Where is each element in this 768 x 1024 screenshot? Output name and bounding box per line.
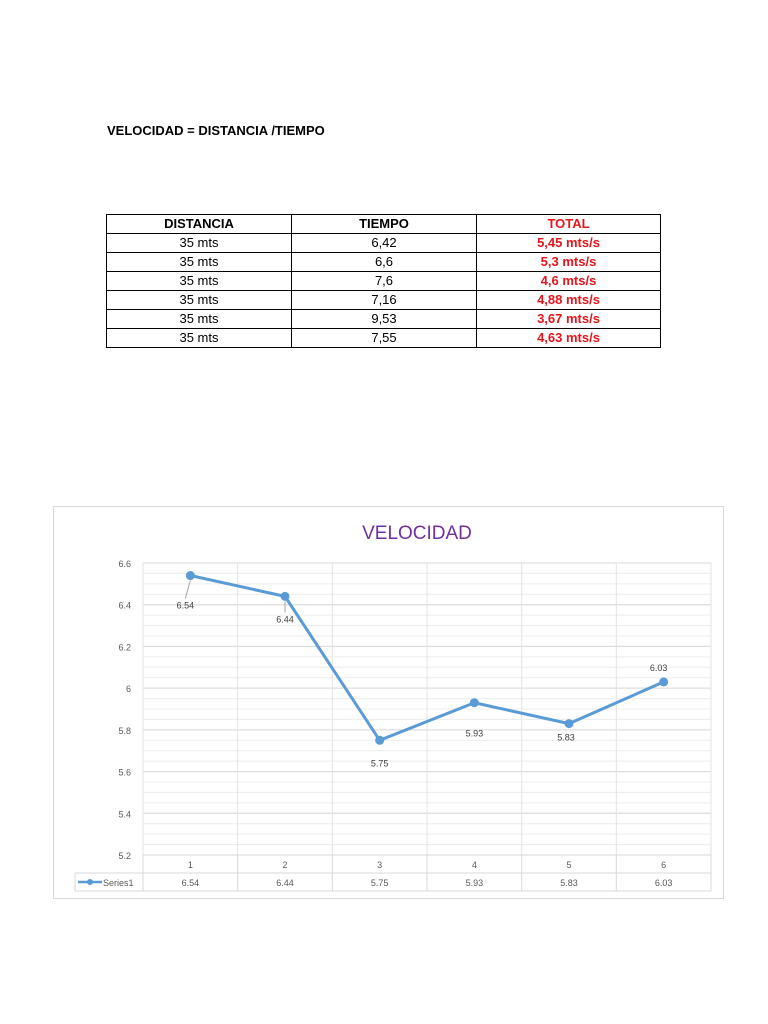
data-table — [106, 214, 661, 348]
data-label: 5.75 — [370, 758, 389, 769]
table-row — [107, 234, 661, 253]
data-label: 6.44 — [276, 614, 294, 625]
x-category-label: 2 — [282, 860, 288, 870]
cell-tiempo: 7,6 — [292, 272, 477, 291]
data-table-value: 5.75 — [370, 878, 389, 888]
data-label: 6.54 — [176, 600, 195, 611]
x-category-label: 4 — [471, 860, 477, 870]
data-point — [659, 677, 668, 686]
header-distancia: DISTANCIA — [107, 215, 292, 234]
cell-total: 3,67 mts/s — [477, 310, 661, 329]
table-row — [107, 329, 661, 348]
cell-distancia: 35 mts — [107, 329, 292, 348]
x-category-label: 3 — [377, 860, 383, 870]
y-tick-label: 6.6 — [118, 559, 131, 569]
y-tick-label: 5.6 — [118, 767, 131, 778]
x-category-label: 1 — [187, 860, 193, 870]
chart-title: VELOCIDAD — [362, 523, 472, 544]
table-row — [107, 310, 661, 329]
cell-tiempo: 9,53 — [292, 310, 477, 329]
velocity-line-chart — [54, 507, 723, 898]
data-table-value: 5.83 — [560, 878, 578, 888]
cell-total: 5,3 mts/s — [477, 253, 661, 272]
data-table-value: 6.54 — [181, 878, 200, 888]
cell-distancia: 35 mts — [107, 291, 292, 310]
data-table-value: 6.44 — [276, 878, 294, 888]
data-label: 5.93 — [465, 728, 484, 739]
cell-tiempo: 7,16 — [292, 291, 477, 310]
table-row — [107, 272, 661, 291]
cell-tiempo: 7,55 — [292, 329, 477, 348]
data-point — [375, 736, 384, 745]
legend-label: Series1 — [103, 878, 134, 888]
x-category-label: 5 — [566, 860, 572, 870]
cell-distancia: 35 mts — [107, 253, 292, 272]
header-tiempo: TIEMPO — [292, 215, 477, 234]
table-row — [107, 253, 661, 272]
cell-total: 5,45 mts/s — [477, 234, 661, 253]
data-table-value: 5.93 — [465, 878, 484, 888]
cell-distancia: 35 mts — [107, 310, 292, 329]
y-tick-label: 5.2 — [118, 851, 131, 861]
y-tick-label: 6 — [125, 684, 131, 695]
cell-tiempo: 6,42 — [292, 234, 477, 253]
header-total: TOTAL — [477, 215, 661, 234]
data-point — [565, 719, 574, 728]
cell-total: 4,63 mts/s — [477, 329, 661, 348]
table-header-row — [107, 215, 661, 234]
chart-container — [53, 506, 724, 899]
y-tick-label: 6.2 — [118, 642, 131, 653]
data-label: 6.03 — [649, 662, 668, 673]
cell-total: 4,6 mts/s — [477, 272, 661, 291]
formula-text: VELOCIDAD = DISTANCIA /TIEMPO — [107, 123, 325, 138]
legend-marker — [87, 879, 93, 885]
cell-tiempo: 6,6 — [292, 253, 477, 272]
y-tick-label: 6.4 — [118, 600, 131, 611]
x-category-label: 6 — [661, 860, 667, 870]
y-tick-label: 5.8 — [118, 725, 131, 736]
data-point — [186, 571, 195, 580]
cell-distancia: 35 mts — [107, 234, 292, 253]
data-label: 5.83 — [557, 732, 575, 743]
data-label-leader — [185, 581, 190, 599]
y-tick-label: 5.4 — [118, 809, 131, 820]
cell-distancia: 35 mts — [107, 272, 292, 291]
cell-total: 4,88 mts/s — [477, 291, 661, 310]
data-point — [281, 592, 290, 601]
table-row — [107, 291, 661, 310]
data-table-value: 6.03 — [654, 878, 673, 888]
data-point — [470, 698, 479, 707]
